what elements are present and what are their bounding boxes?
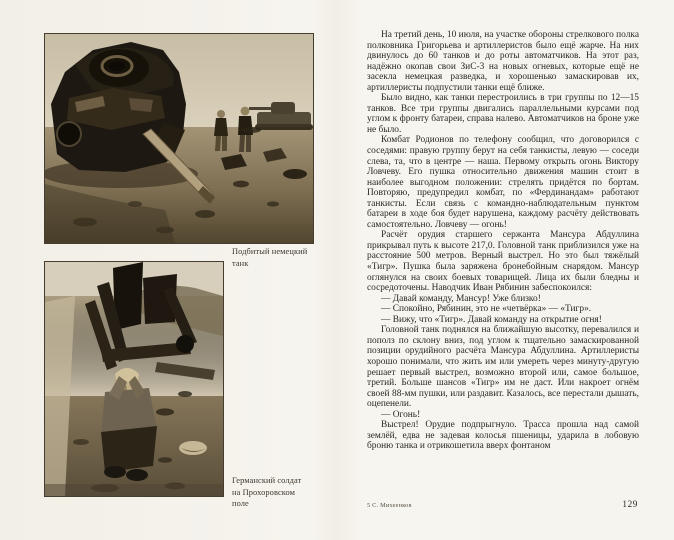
destroyed-tank-illustration [45,34,313,243]
german-soldier-illustration [45,262,223,496]
photo-caption-tank [232,246,324,269]
body-text [367,30,639,452]
print-signature: 5 С. Михеенков [367,502,412,509]
dialogue-line: — Спокойно, Рябинин, это не «четвёрка» — «Тигр». [381,304,592,315]
text-paragraph: Расчёт орудия старшего сержанта Мансура Абдуллина прикрывал путь к высоте 217,0. Головной танк приблизился уже на расстояние 500 метров. Верный выстрел. Но это был тяжёлый «Тигр». Пушка была заряжена бронебойным снарядом. Мансур оглянулся на своих боевых товарищей. Лица их были бледны и сосредоточены. Наводчик Иван Рябинин забеспокоился: [367,230,639,294]
text-paragraph: Головной танк поднялся на ближайшую высотку, перевалился и пополз по склону вниз, под углом к тщательно замаскированной позиции орудийного расчёта Мансура Абдуллина. Артиллеристы хорошо понимали, что жить им или умереть через минуту-другую решает первый выстрел, возможно второй или, самое большое, третий. Больше шансов «Тигр» им не даст. Или накроет огнём своей 88-мм пушки, или раздавит. Казалось, все перестали дышать, оцепенели. [367,325,639,410]
caption-line: на Прохоровском [232,487,296,497]
text-paragraph: На третий день, 10 июля, на участке обороны стрелкового полка полковника Григорьева и артиллеристов было ещё жарче. На них двинулось до 60 танков и до роты автоматчиков. На этот раз, надёжно окопав свои ЗиС-3 на новых огневых, которые ещё не засекла немецкая разведка, и хорошенько замаскировав их, артиллеристы подпустили танки ещё ближе. [367,30,639,93]
dialogue-line: — Огонь! [381,409,421,420]
caption-line: танк [232,258,249,268]
photo-destroyed-tank [44,33,314,244]
text-paragraph: Комбат Родионов по телефону сообщил, что договорился с соседями: правую группу берут на себя танкисты, левую — соседи слева, та, что в центре — наша. Первому открыть огонь Виктору Ловчеву. Его пушка относительно движения машин стоит в наиболее выгодном положении: стрелять придётся по бортам. Повторяю, предупредил комбат, по «Фердинандам» работают танкисты. Если связь с командно-наблюдательным пунктом батареи в ходе боя будет нарушена, каждому расчёту действовать самостоятельно. Ловчеву — огонь! [367,135,639,230]
page-number: 129 [622,499,638,509]
photo-german-soldier [44,261,224,497]
text-paragraph: Выстрел! Орудие подпрыгнуло. Трасса прошла над самой землёй, едва не задевая колосья пшеницы, ударила в лобовую броню танка и отрикошетила вверх фонтаном [367,420,639,452]
caption-line: Подбитый немецкий [232,247,308,256]
right-page [337,0,674,540]
dialogue-line: — Давай команду, Мансур! Уже близко! [381,293,541,304]
text-paragraph: Было видно, как танки перестроились в три группы по 12—15 танков. Все три группы двигались параллельными курсами под углом к фронту батареи, справа налево. Автоматчиков на броне уже не было. [367,93,639,135]
dialogue-line: — Вижу, что «Тигр». Давай команду на открытие огня! [381,314,602,325]
caption-line: поле [232,499,249,508]
photo-caption-soldier [232,475,324,510]
caption-line: Германский солдат [232,476,302,485]
